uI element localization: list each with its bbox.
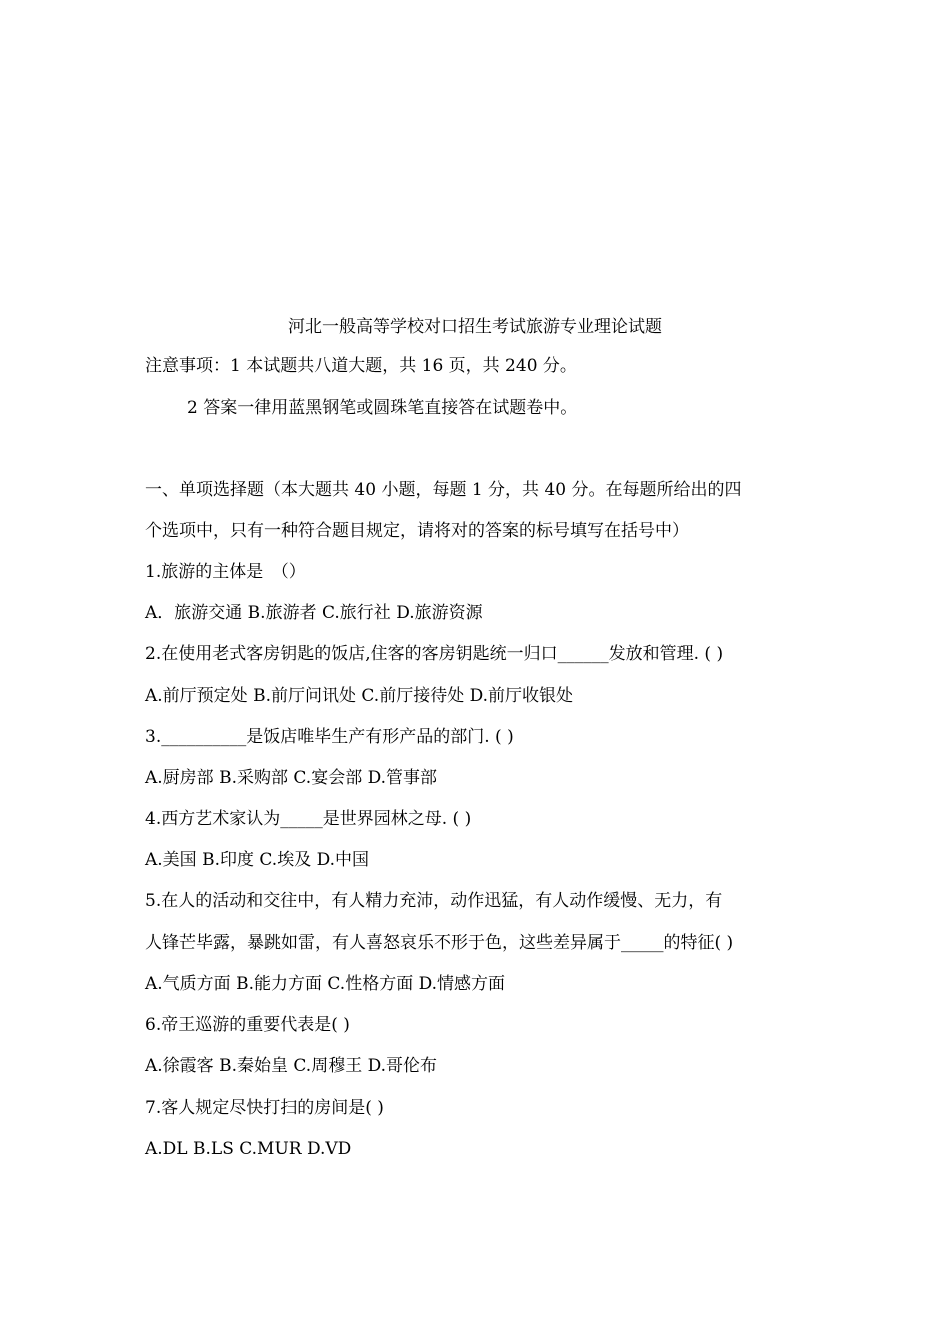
question-1: 1.旅游的主体是 （） bbox=[145, 562, 306, 582]
question-3-options: A.厨房部 B.采购部 C.宴会部 D.管事部 bbox=[145, 768, 438, 788]
question-2-options: A.前厅预定处 B.前厅问讯处 C.前厅接待处 D.前厅收银处 bbox=[145, 686, 574, 706]
question-6: 6.帝王巡游的重要代表是( ) bbox=[145, 1015, 350, 1035]
question-4-options: A.美国 B.印度 C.埃及 D.中国 bbox=[145, 850, 370, 870]
notes-line-2: 2 答案一律用蓝黑钢笔或圆珠笔直接答在试题卷中。 bbox=[187, 398, 578, 418]
question-3: 3.__________是饭店唯毕生产有形产品的部门. ( ) bbox=[145, 727, 514, 747]
question-5-options: A.气质方面 B.能力方面 C.性格方面 D.情感方面 bbox=[145, 974, 506, 994]
question-4: 4.西方艺术家认为_____是世界园林之母. ( ) bbox=[145, 809, 472, 829]
question-1-options: A．旅游交通 B.旅游者 C.旅行社 D.旅游资源 bbox=[145, 603, 483, 623]
page-title: 河北一般高等学校对口招生考试旅游专业理论试题 bbox=[288, 317, 662, 337]
question-7: 7.客人规定尽快打扫的房间是( ) bbox=[145, 1098, 384, 1118]
question-6-options: A.徐霞客 B.秦始皇 C.周穆王 D.哥伦布 bbox=[145, 1056, 438, 1076]
question-5: 5.在人的活动和交往中，有人精力充沛，动作迅猛，有人动作缓慢、无力，有 bbox=[145, 891, 723, 911]
notes-line-1: 注意事项：1 本试题共八道大题，共 16 页，共 240 分。 bbox=[145, 356, 577, 376]
section-header-line-2: 个选项中，只有一种符合题目规定，请将对的答案的标号填写在括号中） bbox=[145, 521, 689, 541]
question-5-continued: 人锋芒毕露，暴跳如雷，有人喜怒哀乐不形于色，这些差异属于_____的特征( ) bbox=[145, 933, 734, 953]
section-header-line-1: 一、单项选择题（本大题共 40 小题，每题 1 分，共 40 分。在每题所给出的四 bbox=[145, 480, 742, 500]
question-7-options: A.DL B.LS C.MUR D.VD bbox=[145, 1139, 352, 1159]
question-2: 2.在使用老式客房钥匙的饭店,住客的客房钥匙统一归口______发放和管理. ( ) bbox=[145, 644, 724, 664]
